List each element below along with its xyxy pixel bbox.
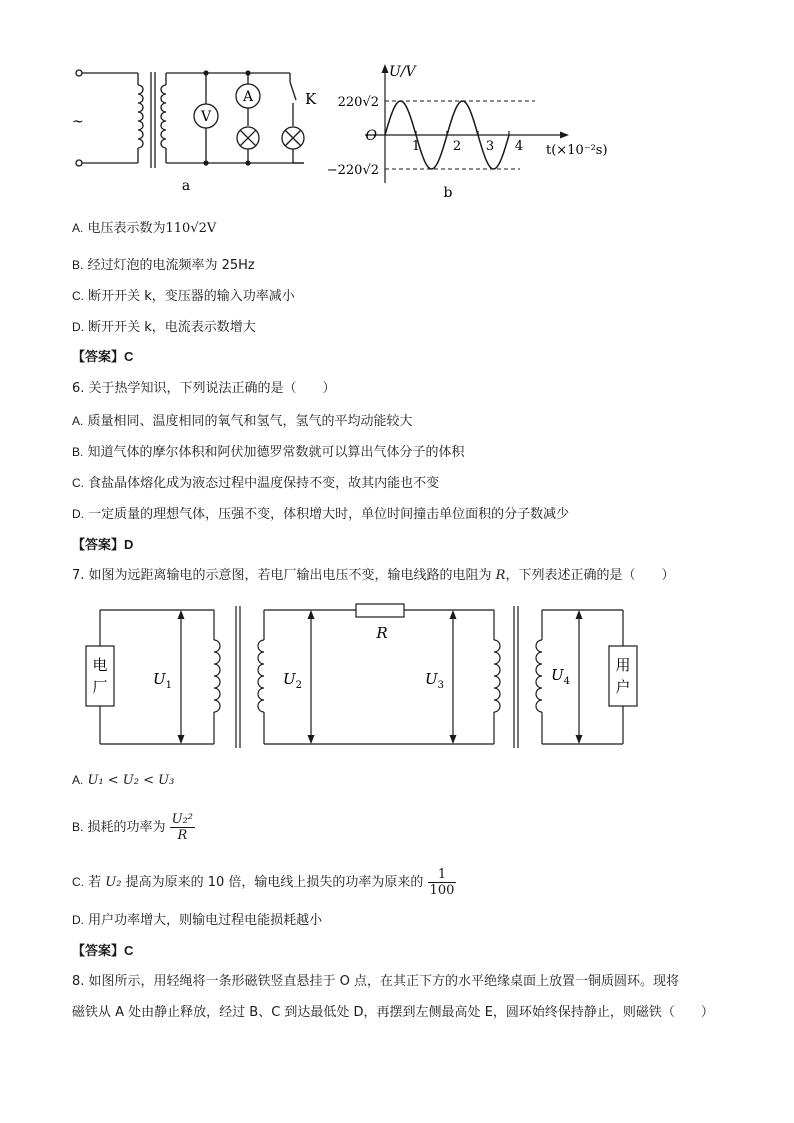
q7-option-d: D. 用户功率增大，则输电过程电能损耗越小 [72, 913, 323, 928]
origin-label: O [365, 128, 377, 144]
q6-option-c: C. 食盐晶体熔化成为液态过程中温度保持不变，故其内能也不变 [72, 476, 440, 491]
q7-answer: 【答案】C [72, 943, 134, 959]
x-tick-1: 1 [411, 139, 421, 154]
q7-option-c: C. 若 U₂ 提高为原来的 10 倍，输电线上损失的功率为原来的 $\frac{1}{100}$ [72, 867, 455, 898]
q5-option-a-value: 110√2V [165, 221, 217, 236]
ammeter-label: A [242, 89, 254, 105]
q6-answer: 【答案】D [72, 537, 134, 553]
x-tick-3: 3 [485, 139, 495, 154]
u4-label: $U_4$ [550, 666, 570, 687]
q6-option-b: B. 知道气体的摩尔体积和阿伏加德罗常数就可以算出气体分子的体积 [72, 445, 465, 460]
q7-option-c-fraction: $\frac{1}{100}$ [429, 867, 455, 898]
q7-option-b-fraction: $\frac{\text{U₂²}}{R}$ [171, 812, 194, 843]
figure-a-circuit [60, 60, 330, 200]
q7-option-b: B. 损耗的功率为 $\frac{\text{U₂²}}{R}$ [72, 812, 194, 843]
x-tick-2: 2 [452, 139, 462, 154]
y-axis-label: U/V [389, 64, 416, 80]
x-tick-4: 4 [514, 139, 524, 154]
q7-option-a: A. U₁ < U₂ < U₃ [72, 773, 175, 788]
figure-b-graph [315, 58, 610, 203]
q5-option-d: D. 断开开关 k，电流表示数增大 [72, 320, 256, 335]
plant-label-1: 电 [92, 656, 108, 674]
user-label-1: 用 [615, 656, 631, 674]
voltmeter-label: V [200, 109, 212, 125]
resistor-label: R [376, 624, 388, 642]
q7-stem: 7. 如图为远距离输电的示意图，若电厂输出电压不变，输电线路的电阻为 R，下列表述正确的是（ ） [72, 568, 675, 583]
figure-a-caption: a [181, 178, 191, 194]
q6-stem: 6. 关于热学知识，下列说法正确的是（ ） [72, 381, 336, 396]
plant-label-2: 厂 [92, 678, 108, 696]
figure-b-caption: b [443, 185, 453, 201]
u1-label: $U_1$ [152, 670, 172, 691]
u3-label: $U_3$ [424, 670, 444, 691]
y-pos-label: 220√2 [337, 95, 379, 110]
q5-option-c: C. 断开开关 k，变压器的输入功率减小 [72, 289, 295, 304]
q5-option-a: A. 电压表示数为110√2V [72, 221, 217, 236]
y-neg-label: −220√2 [326, 163, 379, 178]
q6-option-d: D. 一定质量的理想气体，压强不变，体积增大时，单位时间撞击单位面积的分子数减少 [72, 507, 570, 522]
user-label-2: 户 [615, 678, 631, 696]
x-axis-label: t(×10⁻²s) [546, 143, 608, 158]
ac-symbol: ~ [72, 114, 84, 130]
q6-option-a: A. 质量相同、温度相同的氧气和氢气，氢气的平均动能较大 [72, 414, 413, 429]
switch-label: K [305, 90, 317, 108]
q5-answer: 【答案】C [72, 349, 134, 365]
q8-stem-line-1: 8. 如图所示，用轻绳将一条形磁铁竖直悬挂于 O 点，在其正下方的水平绝缘桌面上放置一铜质圆环。现将 [72, 974, 680, 989]
q8-stem-line-2: 磁铁从 A 处由静止释放，经过 B、C 到达最低处 D，再摆到左侧最高处 E，圆环始终保持静止，则磁铁（ ） [72, 1005, 714, 1020]
q5-option-b: B. 经过灯泡的电流频率为 25Hz [72, 258, 255, 273]
u2-label: $U_2$ [282, 670, 302, 691]
q7-transmission-diagram [80, 598, 670, 753]
